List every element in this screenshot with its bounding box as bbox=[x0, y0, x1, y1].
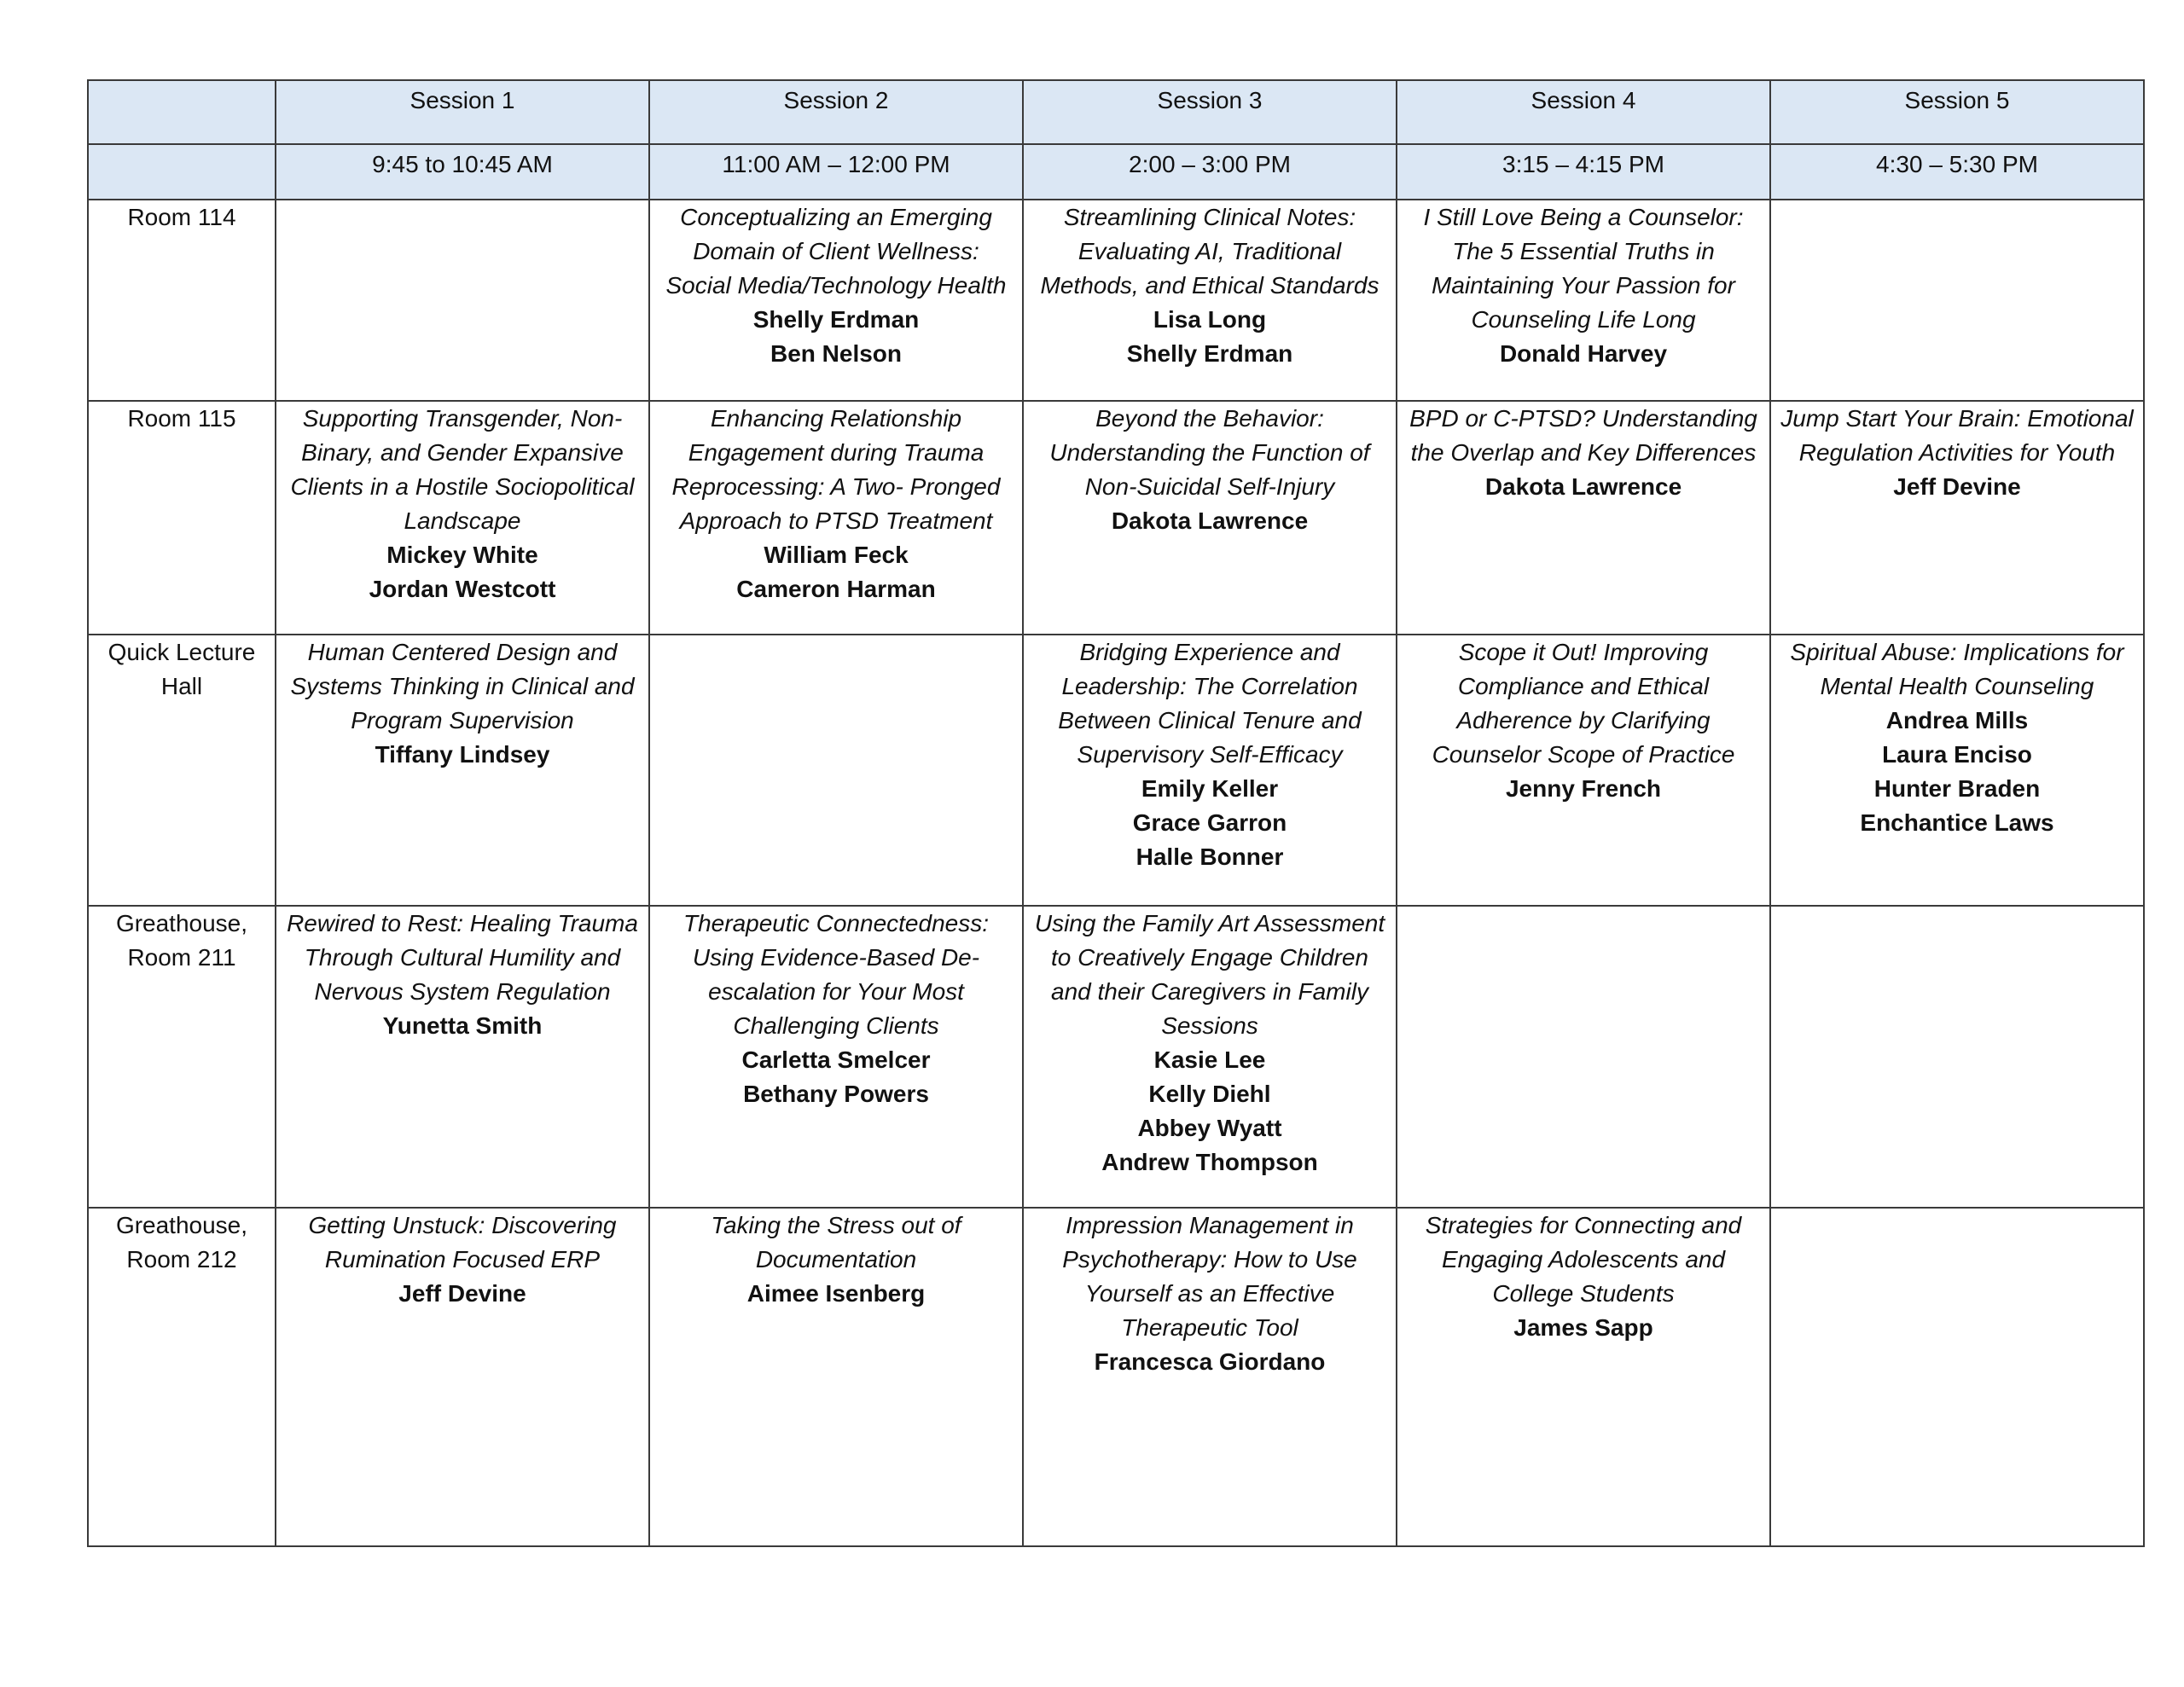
presenter-name: Jordan Westcott bbox=[369, 576, 556, 602]
room-label: Greathouse, Room 211 bbox=[88, 906, 276, 1208]
session-title: Using the Family Art Assessment to Creatively Engage Children and their Caregivers in Family Sessions bbox=[1034, 910, 1385, 1039]
session-title: Human Centered Design and Systems Thinking in Clinical and Program Supervision bbox=[290, 639, 635, 733]
session-cell bbox=[1023, 635, 1397, 906]
presenter-name: Aimee Isenberg bbox=[746, 1280, 926, 1307]
presenter-name: Emily Keller bbox=[1141, 775, 1279, 802]
schedule-body bbox=[88, 200, 2144, 1546]
table-row bbox=[88, 401, 2144, 635]
session-title: Strategies for Connecting and Engaging Adolescents and College Students bbox=[1425, 1212, 1742, 1307]
session-cell bbox=[276, 401, 649, 635]
session-time: 11:00 AM – 12:00 PM bbox=[649, 144, 1023, 200]
presenter-name: Shelly Erdman bbox=[752, 306, 920, 333]
room-label: Greathouse, Room 212 bbox=[88, 1208, 276, 1546]
corner-cell bbox=[88, 144, 276, 200]
presenter-name: Yunetta Smith bbox=[382, 1012, 543, 1039]
presenter-name: Jeff Devine bbox=[398, 1280, 526, 1307]
session-time: 3:15 – 4:15 PM bbox=[1397, 144, 1770, 200]
session-header: Session 4 bbox=[1397, 80, 1770, 144]
presenter-name: Dakota Lawrence bbox=[1111, 507, 1309, 534]
table-row bbox=[88, 1208, 2144, 1546]
presenter-name: Donald Harvey bbox=[1499, 340, 1668, 367]
time-header-row bbox=[88, 144, 2144, 200]
presenter-name: Enchantice Laws bbox=[1860, 809, 2054, 836]
session-cell bbox=[1397, 906, 1770, 1208]
session-time: 9:45 to 10:45 AM bbox=[276, 144, 649, 200]
presenter-name: Halle Bonner bbox=[1136, 844, 1284, 870]
presenter-name: Hunter Braden bbox=[1873, 775, 2041, 802]
session-cell bbox=[1770, 635, 2144, 906]
session-cell bbox=[276, 1208, 649, 1546]
session-title: Taking the Stress out of Documentation bbox=[711, 1212, 961, 1272]
session-header: Session 1 bbox=[276, 80, 649, 144]
session-title: Enhancing Relationship Engagement during Trauma Reprocessing: A Two- Pronged Approach to PTSD Treatment bbox=[671, 405, 1001, 534]
presenter-name: Francesca Giordano bbox=[1094, 1348, 1326, 1375]
presenter-name: Grace Garron bbox=[1132, 809, 1287, 836]
presenter-name: Shelly Erdman bbox=[1126, 340, 1293, 367]
session-title: Rewired to Rest: Healing Trauma Through Cultural Humility and Nervous System Regulation bbox=[287, 910, 638, 1005]
session-cell bbox=[1023, 200, 1397, 401]
session-title: BPD or C-PTSD? Understanding the Overlap and Key Differences bbox=[1409, 405, 1757, 466]
session-cell bbox=[1770, 401, 2144, 635]
session-cell bbox=[1023, 1208, 1397, 1546]
session-cell bbox=[1397, 401, 1770, 635]
corner-cell bbox=[88, 80, 276, 144]
table-row bbox=[88, 200, 2144, 401]
session-cell bbox=[276, 635, 649, 906]
presenter-name: Cameron Harman bbox=[736, 576, 936, 602]
presenter-name: James Sapp bbox=[1513, 1314, 1653, 1341]
session-title: Getting Unstuck: Discovering Rumination Focused ERP bbox=[308, 1212, 617, 1272]
presenter-name: Jenny French bbox=[1505, 775, 1662, 802]
session-title: Beyond the Behavior: Understanding the Function of Non-Suicidal Self-Injury bbox=[1049, 405, 1370, 500]
session-title: Supporting Transgender, Non-Binary, and Gender Expansive Clients in a Hostile Sociopolitical Landscape bbox=[290, 405, 635, 534]
session-cell bbox=[649, 1208, 1023, 1546]
presenter-name: Andrew Thompson bbox=[1101, 1149, 1318, 1175]
session-header: Session 2 bbox=[649, 80, 1023, 144]
schedule-table bbox=[87, 79, 2145, 1547]
presenter-name: Kasie Lee bbox=[1153, 1046, 1266, 1073]
presenter-name: Abbey Wyatt bbox=[1137, 1115, 1282, 1141]
presenter-name: Laura Enciso bbox=[1882, 741, 2032, 768]
presenter-name: Andrea Mills bbox=[1885, 707, 2029, 733]
session-cell bbox=[1023, 401, 1397, 635]
session-title: Therapeutic Connectedness: Using Evidence-Based De-escalation for Your Most Challenging Clients bbox=[683, 910, 989, 1039]
session-cell bbox=[649, 200, 1023, 401]
session-cell bbox=[649, 401, 1023, 635]
presenter-name: Jeff Devine bbox=[1893, 473, 2021, 500]
room-label: Room 114 bbox=[88, 200, 276, 401]
presenter-name: Ben Nelson bbox=[770, 340, 903, 367]
session-title: Bridging Experience and Leadership: The Correlation Between Clinical Tenure and Supervisory Self-Efficacy bbox=[1058, 639, 1362, 768]
session-title: Streamlining Clinical Notes: Evaluating AI, Traditional Methods, and Ethical Standards bbox=[1040, 204, 1380, 299]
session-cell bbox=[1397, 635, 1770, 906]
session-title: Jump Start Your Brain: Emotional Regulation Activities for Youth bbox=[1780, 405, 2134, 466]
session-title: Spiritual Abuse: Implications for Mental Health Counseling bbox=[1790, 639, 2124, 699]
room-label: Quick Lecture Hall bbox=[88, 635, 276, 906]
session-time: 2:00 – 3:00 PM bbox=[1023, 144, 1397, 200]
session-cell bbox=[649, 906, 1023, 1208]
session-title: Impression Management in Psychotherapy: How to Use Yourself as an Effective Therapeutic Tool bbox=[1062, 1212, 1357, 1341]
session-cell bbox=[1770, 1208, 2144, 1546]
session-header: Session 3 bbox=[1023, 80, 1397, 144]
presenter-name: Carletta Smelcer bbox=[741, 1046, 931, 1073]
session-cell bbox=[1023, 906, 1397, 1208]
presenter-name: Lisa Long bbox=[1153, 306, 1267, 333]
session-header: Session 5 bbox=[1770, 80, 2144, 144]
presenter-name: Dakota Lawrence bbox=[1484, 473, 1682, 500]
session-header-row bbox=[88, 80, 2144, 144]
session-cell bbox=[1397, 1208, 1770, 1546]
presenter-name: Tiffany Lindsey bbox=[375, 741, 550, 768]
session-cell bbox=[276, 200, 649, 401]
presenter-name: Kelly Diehl bbox=[1148, 1081, 1271, 1107]
session-cell bbox=[1770, 906, 2144, 1208]
session-cell bbox=[276, 906, 649, 1208]
session-title: I Still Love Being a Counselor: The 5 Essential Truths in Maintaining Your Passion for Counseling Life Long bbox=[1423, 204, 1744, 333]
presenter-name: Bethany Powers bbox=[743, 1081, 929, 1107]
session-cell bbox=[1770, 200, 2144, 401]
table-row bbox=[88, 906, 2144, 1208]
presenter-name: William Feck bbox=[764, 542, 909, 568]
table-row bbox=[88, 635, 2144, 906]
session-cell bbox=[1397, 200, 1770, 401]
presenter-name: Mickey White bbox=[386, 542, 538, 568]
session-cell bbox=[649, 635, 1023, 906]
session-title: Scope it Out! Improving Compliance and Ethical Adherence by Clarifying Counselor Scope of Practice bbox=[1432, 639, 1735, 768]
session-title: Conceptualizing an Emerging Domain of Client Wellness: Social Media/Technology Health bbox=[665, 204, 1007, 299]
room-label: Room 115 bbox=[88, 401, 276, 635]
session-time: 4:30 – 5:30 PM bbox=[1770, 144, 2144, 200]
